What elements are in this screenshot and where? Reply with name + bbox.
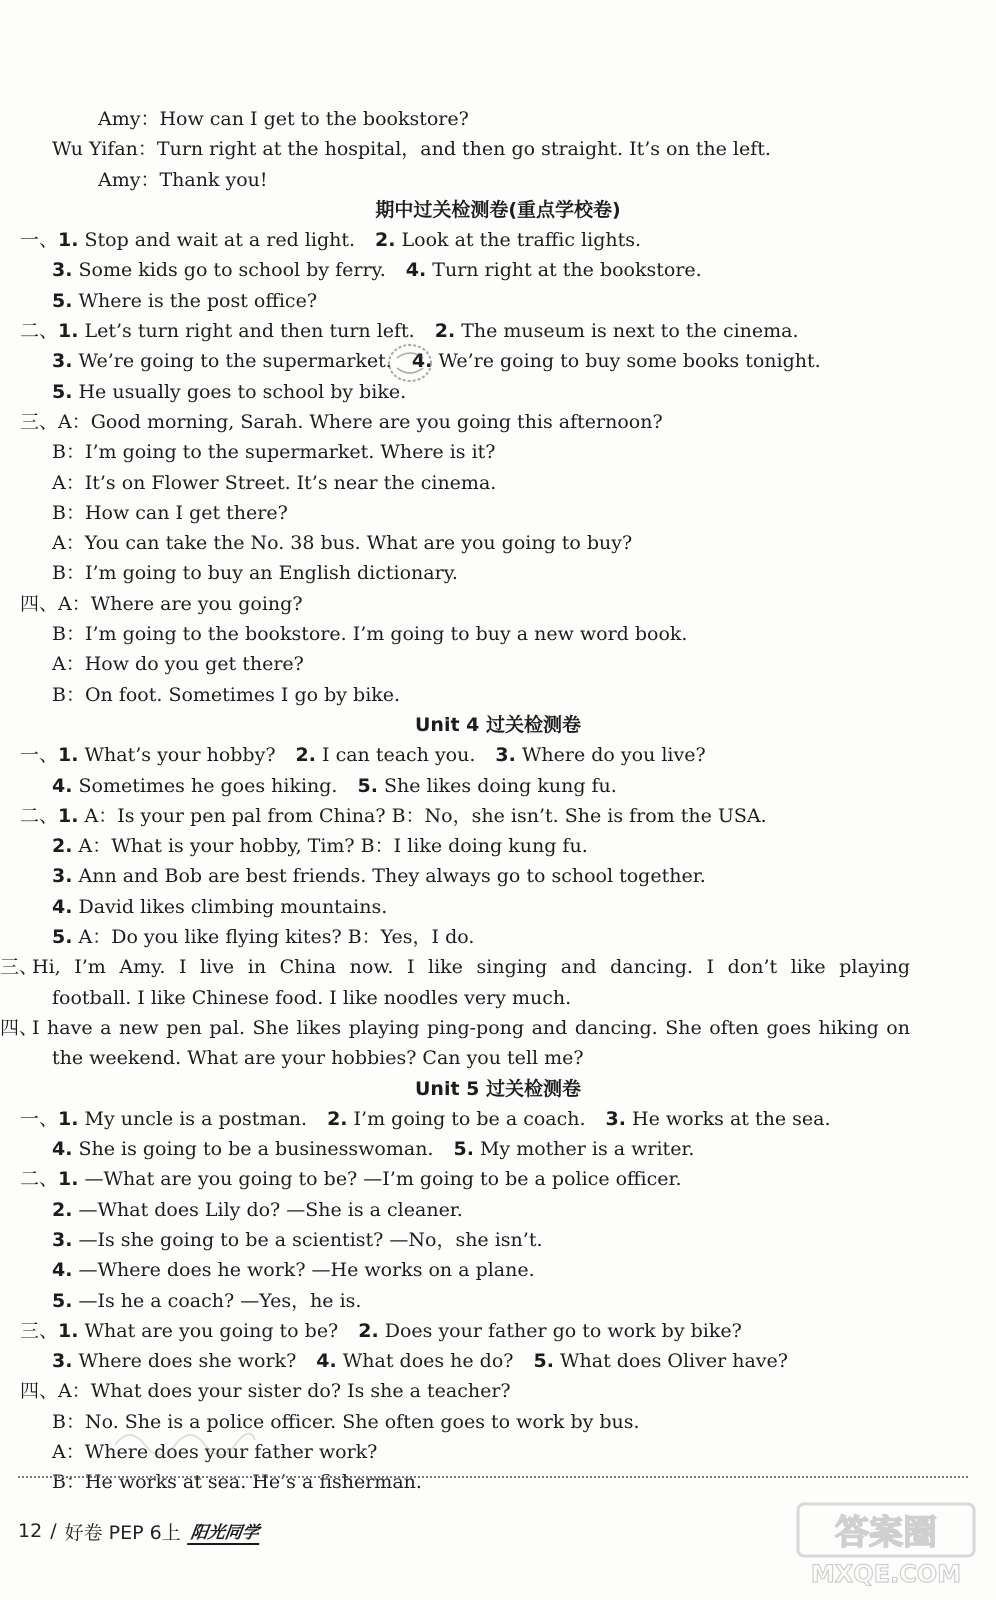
item-text: I can teach you. bbox=[315, 744, 476, 767]
line-text: B：I’m going to the supermarket. Where is it? bbox=[52, 441, 496, 464]
line-text: B：He works at sea. He’s a fisherman. bbox=[52, 1471, 422, 1494]
line-text: A：It’s on Flower Street. It’s near the cinema. bbox=[52, 471, 497, 494]
item-text: She likes doing kung fu. bbox=[377, 774, 617, 797]
item-text: She is going to be a businesswoman. bbox=[72, 1138, 434, 1161]
item-number: 1. bbox=[58, 1168, 79, 1191]
page-footer bbox=[18, 1514, 261, 1548]
answer-item bbox=[453, 1138, 694, 1160]
item-number: 1. bbox=[58, 804, 79, 827]
item-number: 2. bbox=[52, 835, 73, 858]
answer-line bbox=[0, 1225, 996, 1255]
footer-divider bbox=[18, 1476, 968, 1478]
answer-item bbox=[52, 1290, 361, 1312]
item-number: 2. bbox=[375, 229, 396, 252]
answer-item bbox=[327, 1108, 585, 1130]
answer-line bbox=[0, 740, 996, 770]
answer-item bbox=[58, 1320, 338, 1342]
answer-item bbox=[52, 381, 406, 403]
item-number: 5. bbox=[52, 926, 73, 949]
line-text: Wu Yifan：Turn right at the hospital，and then go straight. It’s on the left. bbox=[52, 138, 771, 161]
line-text: the weekend. What are your hobbies? Can you tell me? bbox=[52, 1047, 584, 1070]
item-text: My uncle is a postman. bbox=[78, 1107, 308, 1130]
item-number: 1. bbox=[58, 320, 79, 343]
line-text: A：Where are you going? bbox=[58, 592, 303, 615]
item-text: A：Do you like flying kites? B：Yes，I do. bbox=[72, 926, 475, 949]
answer-line bbox=[0, 1376, 996, 1406]
answer-content bbox=[0, 104, 996, 1498]
item-text: Ann and Bob are best friends. They always go to school together. bbox=[72, 865, 706, 888]
answer-line bbox=[0, 437, 996, 467]
heading-text: Unit 5 过关检测卷 bbox=[415, 1077, 581, 1100]
item-number: 1. bbox=[58, 1319, 79, 1342]
answer-item bbox=[58, 320, 415, 342]
answer-line bbox=[0, 255, 996, 285]
item-number: 5. bbox=[52, 289, 73, 312]
item-number: 3. bbox=[52, 865, 73, 888]
question-marker: 一、 bbox=[20, 1107, 59, 1130]
item-number: 2. bbox=[52, 1198, 73, 1221]
answer-line bbox=[0, 286, 996, 316]
item-text: What are you going to be? bbox=[78, 1319, 339, 1342]
answer-item bbox=[52, 896, 387, 918]
item-number: 3. bbox=[52, 1350, 73, 1373]
item-text: David likes climbing mountains. bbox=[72, 895, 388, 918]
item-number: 4. bbox=[316, 1350, 337, 1373]
line-text: Amy：Thank you! bbox=[98, 168, 268, 191]
answer-item bbox=[58, 805, 767, 827]
answer-line bbox=[0, 134, 996, 164]
answer-item bbox=[58, 229, 355, 251]
line-text: A：You can take the No. 38 bus. What are you going to buy? bbox=[52, 532, 633, 555]
item-text: He usually goes to school by bike. bbox=[72, 380, 407, 403]
answer-line bbox=[0, 346, 996, 376]
answer-line bbox=[0, 831, 996, 861]
line-text: B：On foot. Sometimes I go by bike. bbox=[52, 683, 401, 706]
item-number: 2. bbox=[295, 744, 316, 767]
answer-line bbox=[0, 1195, 996, 1225]
answer-line bbox=[0, 498, 996, 528]
line-text: A：Where does your father work? bbox=[52, 1441, 378, 1464]
answer-item bbox=[52, 1138, 433, 1160]
item-text: What’s your hobby? bbox=[78, 744, 276, 767]
answer-line bbox=[0, 1255, 996, 1285]
answer-line bbox=[0, 892, 996, 922]
item-text: Sometimes he goes hiking. bbox=[72, 774, 338, 797]
item-number: 2. bbox=[327, 1107, 348, 1130]
line-text: B：How can I get there? bbox=[52, 501, 288, 524]
item-text: Turn right at the bookstore. bbox=[426, 259, 702, 282]
question-marker: 一、 bbox=[20, 744, 59, 767]
brand-logo: 阳光同学 bbox=[187, 1518, 263, 1545]
answer-line bbox=[0, 468, 996, 498]
line-text: football. I like Chinese food. I like noodles very much. bbox=[52, 986, 572, 1009]
item-number: 1. bbox=[58, 744, 79, 767]
answer-item bbox=[406, 259, 702, 281]
item-text: Where do you live? bbox=[515, 744, 706, 767]
answer-line bbox=[0, 922, 996, 952]
question-marker: 二、 bbox=[20, 1168, 59, 1191]
item-text: He works at the sea. bbox=[625, 1107, 831, 1130]
answer-line bbox=[0, 316, 996, 346]
answer-line bbox=[0, 619, 996, 649]
item-text: We’re going to the supermarket. bbox=[72, 350, 392, 373]
answer-item bbox=[52, 775, 337, 797]
answer-item bbox=[357, 775, 616, 797]
answer-line bbox=[0, 861, 996, 891]
answer-line bbox=[0, 771, 996, 801]
answer-item bbox=[52, 926, 474, 948]
answer-line bbox=[0, 1164, 996, 1194]
line-text: I have a new pen pal. She likes playing ping-pong and dancing. She often goes hiking on bbox=[32, 1016, 910, 1039]
item-text: The museum is next to the cinema. bbox=[455, 320, 799, 343]
question-marker: 三、 bbox=[20, 410, 59, 433]
section-heading bbox=[0, 195, 996, 225]
item-number: 5. bbox=[533, 1350, 554, 1373]
line-text: Hi, I’m Amy. I live in China now. I like singing and dancing. I don’t like playing bbox=[32, 956, 910, 979]
answer-line bbox=[0, 952, 996, 982]
answer-item bbox=[375, 229, 641, 251]
book-title: 好卷 PEP 6上 bbox=[64, 1521, 181, 1544]
answer-item bbox=[58, 744, 276, 766]
line-text: B：No. She is a police officer. She often goes to work by bus. bbox=[52, 1410, 640, 1433]
answer-line bbox=[0, 104, 996, 134]
answer-item bbox=[52, 1259, 535, 1281]
question-marker: 一、 bbox=[20, 229, 59, 252]
item-text: —Where does he work? —He works on a plane. bbox=[72, 1259, 535, 1282]
item-number: 3. bbox=[52, 1228, 73, 1251]
item-number: 3. bbox=[52, 259, 73, 282]
item-number: 5. bbox=[453, 1138, 474, 1161]
line-text: B：I’m going to the bookstore. I’m going to buy a new word book. bbox=[52, 623, 688, 646]
item-text: —What are you going to be? —I’m going to be a police officer. bbox=[78, 1168, 682, 1191]
answer-line bbox=[0, 1013, 996, 1043]
answer-item bbox=[316, 1350, 513, 1372]
item-number: 1. bbox=[58, 1107, 79, 1130]
answer-line bbox=[0, 558, 996, 588]
item-number: 5. bbox=[52, 380, 73, 403]
item-text: What does he do? bbox=[336, 1350, 514, 1373]
answer-item bbox=[495, 744, 705, 766]
answer-line bbox=[0, 1467, 996, 1497]
item-text: Does your father go to work by bike? bbox=[378, 1319, 742, 1342]
svg-text:MXQE.COM: MXQE.COM bbox=[810, 1560, 962, 1588]
answer-item bbox=[358, 1320, 742, 1342]
item-text: —What does Lily do? —She is a cleaner. bbox=[72, 1198, 463, 1221]
item-number: 4. bbox=[52, 774, 73, 797]
section-heading bbox=[0, 710, 996, 740]
item-text: I’m going to be a coach. bbox=[347, 1107, 586, 1130]
heading-text: 期中过关检测卷(重点学校卷) bbox=[375, 198, 621, 221]
answer-item bbox=[533, 1350, 787, 1372]
item-text: Where is the post office? bbox=[72, 289, 318, 312]
page-separator: / bbox=[50, 1520, 57, 1542]
item-text: What does Oliver have? bbox=[553, 1350, 788, 1373]
answer-line bbox=[0, 1316, 996, 1346]
answer-line bbox=[0, 649, 996, 679]
question-marker: 三、 bbox=[20, 1319, 59, 1342]
item-number: 4. bbox=[405, 259, 427, 282]
answer-line bbox=[0, 165, 996, 195]
answer-line bbox=[0, 1104, 996, 1134]
answer-item bbox=[58, 1108, 307, 1130]
answer-item bbox=[52, 1199, 463, 1221]
question-marker: 二、 bbox=[20, 320, 59, 343]
item-text: A：What is your hobby, Tim? B：I like doing kung fu. bbox=[72, 835, 588, 858]
answer-item bbox=[52, 1229, 543, 1251]
answer-line bbox=[0, 1286, 996, 1316]
item-number: 3. bbox=[52, 350, 73, 373]
item-number: 4. bbox=[52, 895, 73, 918]
answer-item bbox=[296, 744, 476, 766]
item-text: Look at the traffic lights. bbox=[395, 229, 642, 252]
line-text: A：What does your sister do? Is she a teacher? bbox=[58, 1380, 511, 1403]
line-text: A：Good morning, Sarah. Where are you going this afternoon? bbox=[58, 410, 663, 433]
answer-item bbox=[435, 320, 799, 342]
svg-text:答案圈: 答案圈 bbox=[835, 1513, 937, 1553]
item-number: 4. bbox=[411, 350, 433, 373]
answer-item bbox=[52, 259, 386, 281]
item-text: My mother is a writer. bbox=[473, 1138, 695, 1161]
line-text: A：How do you get there? bbox=[52, 653, 304, 676]
item-number: 2. bbox=[358, 1319, 379, 1342]
question-marker: 三、 bbox=[0, 956, 39, 979]
answer-line bbox=[0, 589, 996, 619]
faint-stamp bbox=[110, 1420, 260, 1456]
item-text: We’re going to buy some books tonight. bbox=[432, 350, 821, 373]
answer-line bbox=[0, 377, 996, 407]
answer-line bbox=[0, 1346, 996, 1376]
answer-item bbox=[52, 350, 392, 372]
answer-item bbox=[412, 350, 821, 372]
section-heading bbox=[0, 1074, 996, 1104]
question-marker: 二、 bbox=[20, 804, 59, 827]
heading-text: Unit 4 过关检测卷 bbox=[415, 713, 581, 736]
item-number: 3. bbox=[495, 744, 516, 767]
answer-line bbox=[0, 1043, 996, 1073]
question-marker: 四、 bbox=[20, 592, 59, 615]
item-text: Stop and wait at a red light. bbox=[78, 229, 356, 252]
answer-line bbox=[0, 983, 996, 1013]
stamp-mark bbox=[385, 340, 435, 386]
answer-line bbox=[0, 1134, 996, 1164]
question-marker: 四、 bbox=[0, 1016, 39, 1039]
answer-line bbox=[0, 528, 996, 558]
item-text: —Is he a coach? —Yes，he is. bbox=[72, 1289, 362, 1312]
item-number: 5. bbox=[52, 1289, 73, 1312]
item-number: 5. bbox=[357, 774, 378, 797]
item-text: —Is she going to be a scientist? —No，she isn’t. bbox=[72, 1228, 543, 1251]
answer-item bbox=[606, 1108, 831, 1130]
answer-line bbox=[0, 801, 996, 831]
answer-item bbox=[52, 290, 317, 312]
answer-item bbox=[58, 1168, 682, 1190]
item-text: A：Is your pen pal from China? B：No，she isn’t. She is from the USA. bbox=[78, 804, 767, 827]
question-marker: 四、 bbox=[20, 1380, 59, 1403]
line-text: B：I’m going to buy an English dictionary. bbox=[52, 562, 458, 585]
item-number: 1. bbox=[58, 229, 79, 252]
page-number: 12 bbox=[18, 1520, 43, 1542]
answer-item bbox=[52, 1350, 296, 1372]
line-text: Amy：How can I get to the bookstore? bbox=[98, 108, 469, 130]
item-number: 3. bbox=[605, 1107, 626, 1130]
item-text: Where does she work? bbox=[72, 1350, 297, 1373]
answer-line bbox=[0, 407, 996, 437]
answer-item bbox=[52, 835, 588, 857]
item-number: 2. bbox=[434, 320, 456, 343]
answer-line bbox=[0, 225, 996, 255]
answer-line bbox=[0, 680, 996, 710]
watermark-logo bbox=[796, 1500, 976, 1590]
item-number: 4. bbox=[52, 1138, 73, 1161]
item-text: Some kids go to school by ferry. bbox=[72, 259, 386, 282]
answer-item bbox=[52, 865, 706, 887]
item-text: Let’s turn right and then turn left. bbox=[78, 320, 415, 343]
item-number: 4. bbox=[52, 1259, 73, 1282]
